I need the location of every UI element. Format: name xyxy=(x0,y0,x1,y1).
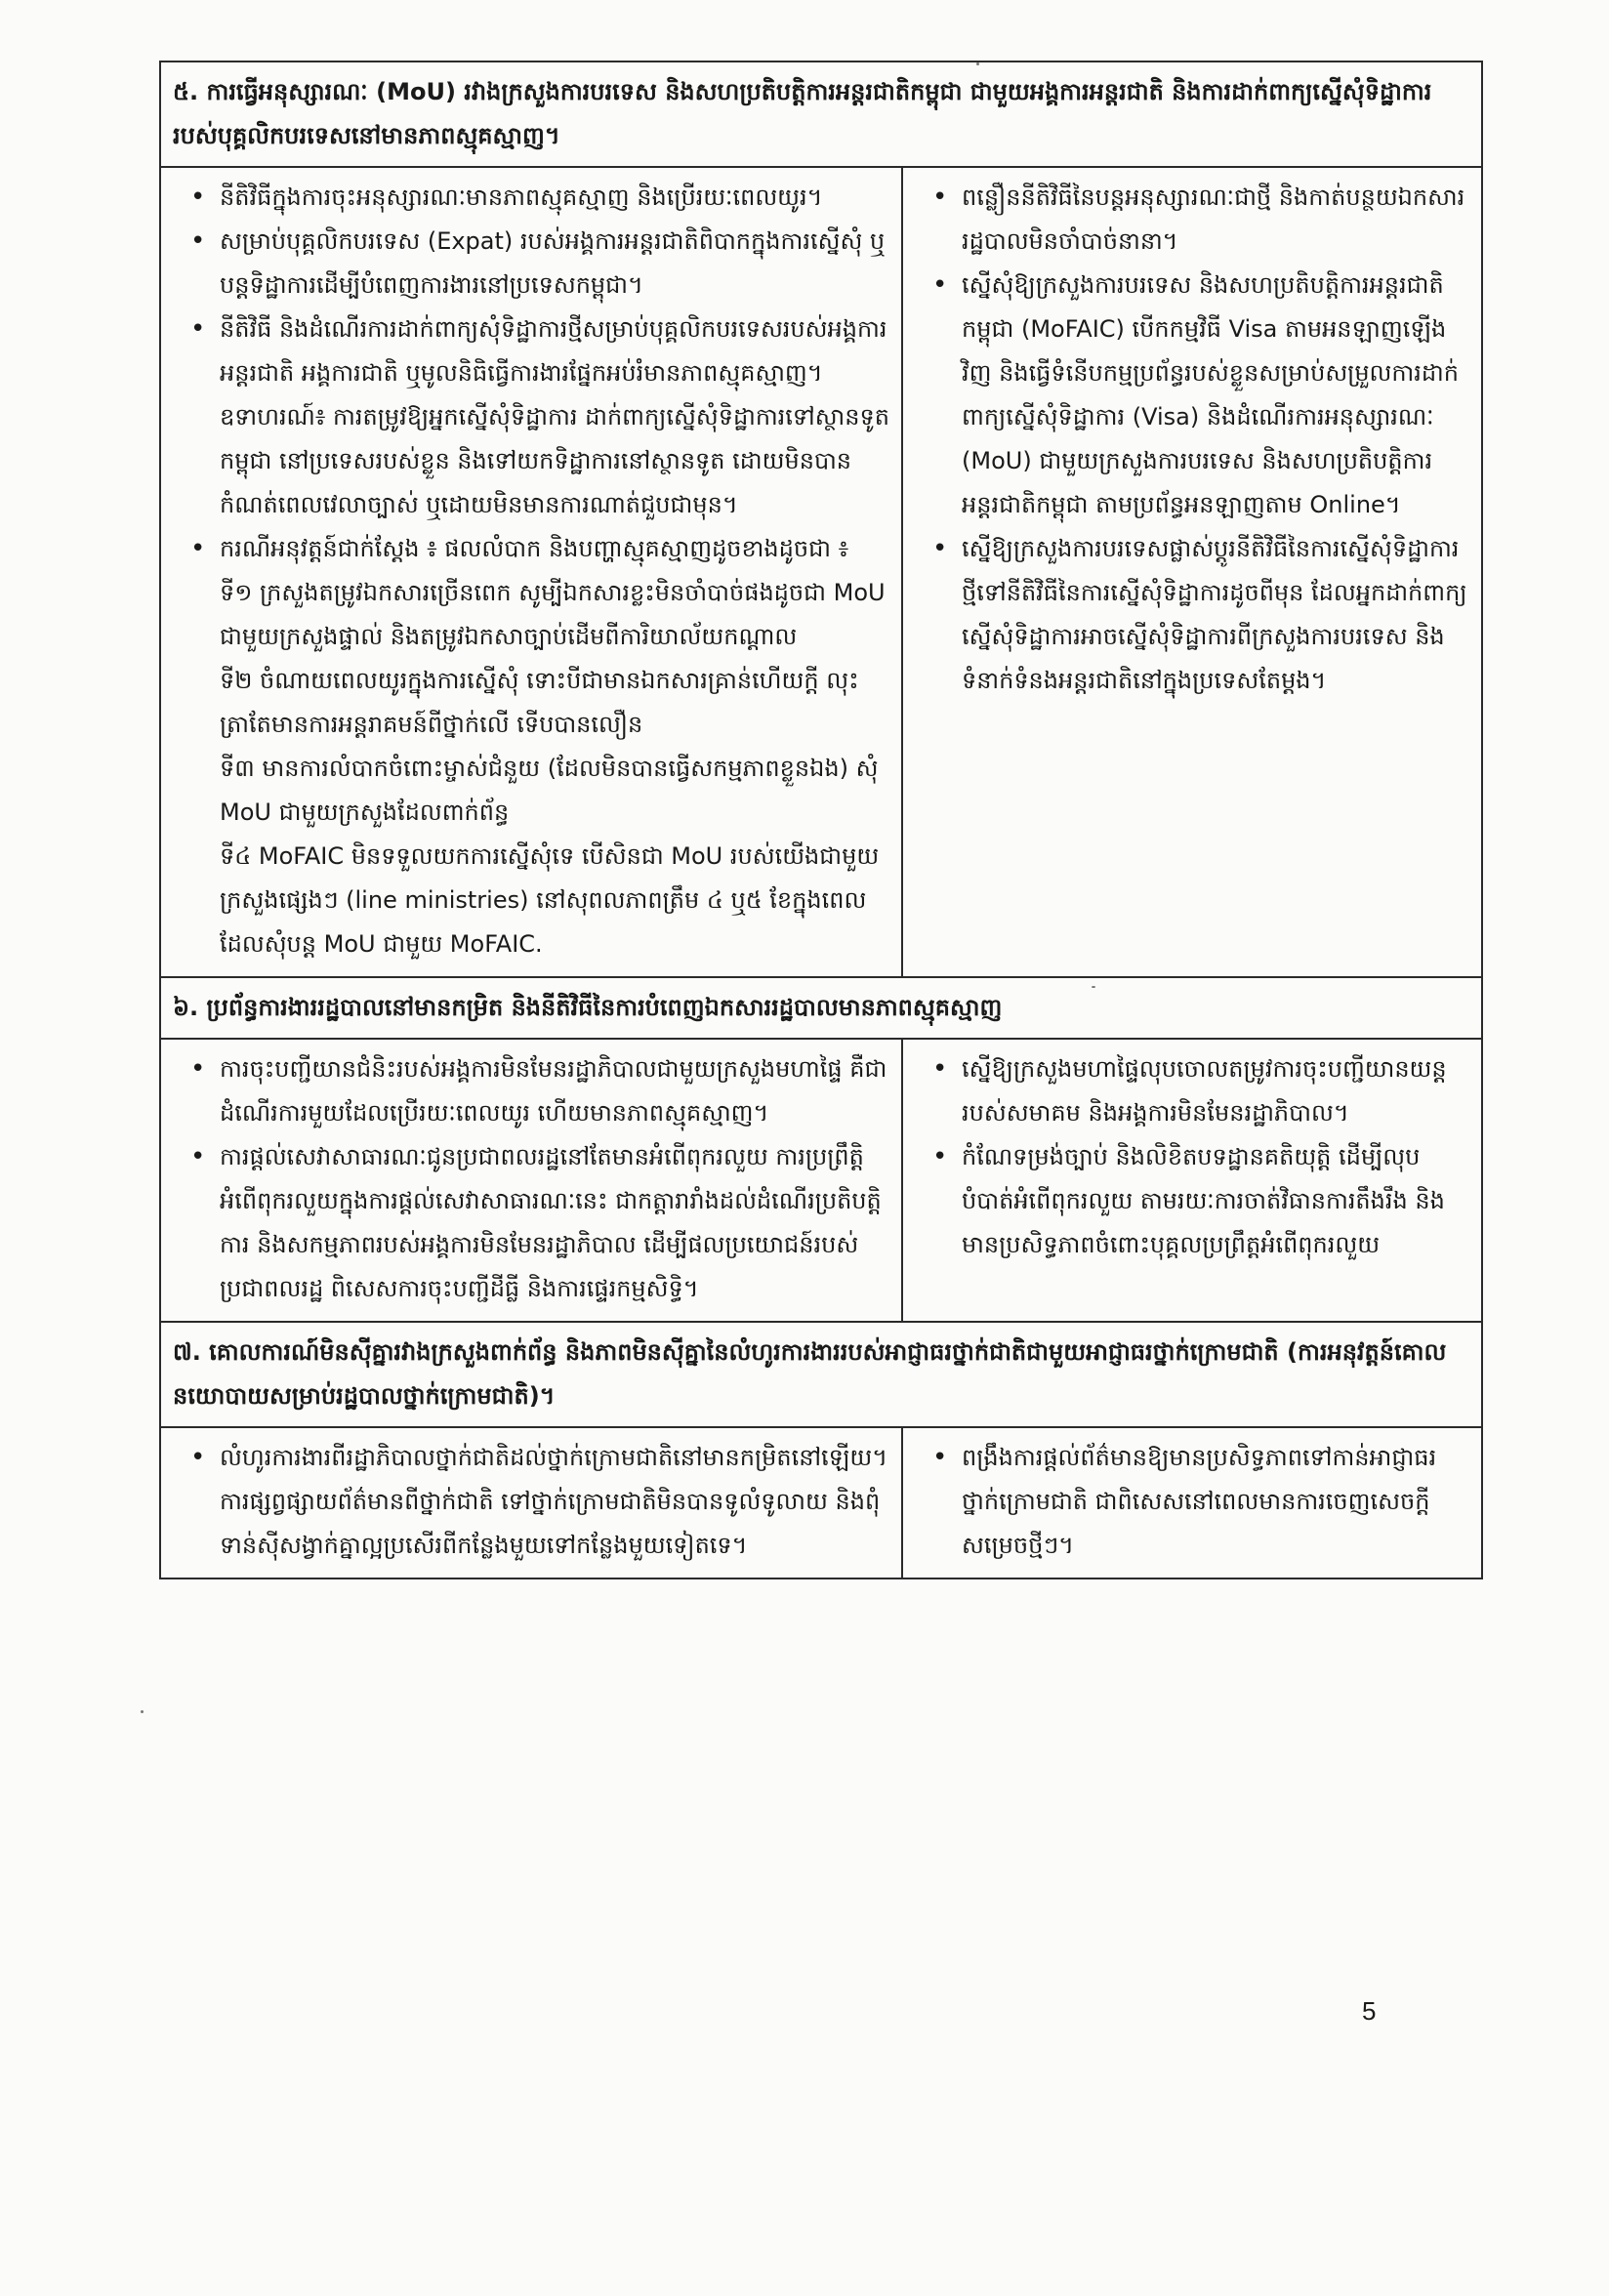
list-item: • កំណែទម្រង់ច្បាប់ និងលិខិតបទដ្ឋានគតិយុត្តិ ដើម្បីលុបបំបាត់អំពើពុករលួយ តាមរយៈការចាត់វិធានការតឹងរឹង និងមានប្រសិទ្ធភាពចំពោះបុគ្គលប្រព្រឹត្តអំពើពុករលួយ xyxy=(913,1135,1469,1267)
list-item: • ស្នើឱ្យក្រសួងការបរទេសផ្លាស់ប្តូរនីតិវិធីនៃការស្នើសុំទិដ្ឋាការថ្មីទៅនីតិវិធីនៃការស្នើសុំទិដ្ឋាការដូចពីមុន ដែលអ្នកដាក់ពាក្យស្នើសុំទិដ្ឋាការអាចស្នើសុំទិដ្ឋាការពីក្រសួងការបរទេស និងទំនាក់ទំនងអន្តរជាតិនៅក្នុងប្រទេសតែម្តង។ xyxy=(913,527,1469,703)
sub-item-4: ទី៤ MoFAIC មិនទទួលយកការស្នើសុំទេ បើសិនជា MoU របស់យើងជាមួយក្រសួងផ្សេងៗ (line ministries) នៅសុពលភាពត្រឹម ៤ ឬ៥ ខែក្នុងពេលដែលសុំបន្ត MoU ជាមួយ MoFAIC. xyxy=(220,842,880,958)
scan-speck xyxy=(976,62,979,65)
list-item: • នីតិវិធី និងដំណើរការដាក់ពាក្យសុំទិដ្ឋាការថ្មីសម្រាប់បុគ្គលិកបរទេសរបស់អង្គការអន្តរជាតិ អង្គការជាតិ ឬមូលនិធិធ្វើការងារផ្នែកអប់រំមានភាពស្មុគស្មាញ។ ឧទាហរណ៍៖ ការតម្រូវឱ្យអ្នកស្នើសុំទិដ្ឋាការ ដាក់ពាក្យស្នើសុំទិដ្ឋាការទៅស្ថានទូតកម្ពុជា នៅប្រទេសរបស់ខ្លួន និងទៅយកទិដ្ឋាការនៅស្ថានទូត ដោយមិនបានកំណត់ពេលវេលាច្បាស់ ឬដោយមិនមានការណាត់ជួបជាមុន។ xyxy=(171,308,889,527)
section-7-content-row xyxy=(160,1427,1482,1578)
section-5-issues-list xyxy=(171,176,889,966)
section-7-issues-list xyxy=(171,1436,889,1568)
section-7-title: ៧. គោលការណ៍មិនស៊ីគ្នារវាងក្រសួងពាក់ព័ន្ធ និងភាពមិនស៊ីគ្នានៃលំហូរការងាររបស់អាជ្ញាធរថ្នាក់ជាតិជាមួយអាជ្ញាធរថ្នាក់ក្រោមជាតិ (ការអនុវត្តន៍គោលនយោបាយសម្រាប់រដ្ឋបាលថ្នាក់ក្រោមជាតិ)។ xyxy=(160,1322,1482,1427)
section-6-content-row xyxy=(160,1039,1482,1322)
section-5-recommendations-cell xyxy=(902,167,1482,977)
recommendation-table xyxy=(159,61,1483,1579)
section-6-title: ៦. ប្រព័ន្ធការងាររដ្ឋបាលនៅមានកម្រិត និងនីតិវិធីនៃការបំពេញឯកសាររដ្ឋបាលមានភាពស្មុគស្មាញ xyxy=(160,977,1482,1039)
list-item: • ការចុះបញ្ជីយានជំនិះរបស់អង្គការមិនមែនរដ្ឋាភិបាលជាមួយក្រសួងមហាផ្ទៃ គឺជាដំណើរការមួយដែលប្រើរយៈពេលយូរ ហើយមានភាពស្មុគស្មាញ។ xyxy=(171,1047,889,1135)
section-6-recommendations-cell xyxy=(902,1039,1482,1322)
sub-item-1: ទី១ ក្រសួងតម្រូវឯកសារច្រើនពេក សូម្បីឯកសារខ្លះមិនចាំបាច់ផងដូចជា MoU ជាមួយក្រសួងផ្ទាល់ និងតម្រូវឯកសាច្បាប់ដើមពីការិយាល័យកណ្តាល xyxy=(220,579,886,650)
list-item: • ពន្លឿននីតិវិធីនៃបន្តអនុស្សារណៈជាថ្មី និងកាត់បន្ថយឯកសាររដ្ឋបាលមិនចាំបាច់នានា។ xyxy=(913,176,1469,264)
section-7-recommendations-cell xyxy=(902,1427,1482,1578)
section-6-recommendations-list xyxy=(913,1047,1469,1267)
list-item: • ស្នើសុំឱ្យក្រសួងការបរទេស និងសហប្រតិបត្តិការអន្តរជាតិកម្ពុជា (MoFAIC) បើកកម្មវិធី Visa តាមអនឡាញឡើងវិញ និងធ្វើទំនើបកម្មប្រព័ន្ធរបស់ខ្លួនសម្រាប់សម្រួលការដាក់ពាក្យស្នើសុំទិដ្ឋាការ (Visa) និងដំណើរការអនុស្សារណៈ (MoU) ជាមួយក្រសួងការបរទេស និងសហប្រតិបត្តិការអន្តរជាតិកម្ពុជា តាមប្រព័ន្ធអនឡាញតាម Online។ xyxy=(913,264,1469,527)
section-5-recommendations-list xyxy=(913,176,1469,703)
section-6-issues-cell xyxy=(160,1039,902,1322)
sub-item-3: ទី៣ មានការលំបាកចំពោះម្ចាស់ជំនួយ (ដែលមិនបានធ្វើសកម្មភាពខ្លួនឯង) សុំ MoU ជាមួយក្រសួងដែលពាក់ព័ន្ធ xyxy=(220,755,879,826)
scan-speck xyxy=(141,1710,144,1713)
sub-item-2: ទី២ ចំណាយពេលយូរក្នុងការស្នើសុំ ទោះបីជាមានឯកសារគ្រាន់ហើយក្តី លុះត្រាតែមានការអន្តរាគមន៍ពីថ្នាក់លើ ទើបបានលឿន xyxy=(220,667,859,738)
section-7-recommendations-list xyxy=(913,1436,1469,1568)
document-table-wrapper xyxy=(159,61,1481,1579)
scan-speck xyxy=(1092,986,1095,988)
section-5-content-row xyxy=(160,167,1482,977)
page-number: 5 xyxy=(1362,1996,1377,2026)
section-7-issues-cell xyxy=(160,1427,902,1578)
section-7-header-row xyxy=(160,1322,1482,1427)
list-item: • នីតិវិធីក្នុងការចុះអនុស្សារណៈមានភាពស្មុគស្មាញ និងប្រើរយៈពេលយូរ។ xyxy=(171,176,889,220)
list-item: • លំហូរការងារពីរដ្ឋាភិបាលថ្នាក់ជាតិដល់ថ្នាក់ក្រោមជាតិនៅមានកម្រិតនៅឡើយ។ ការផ្សព្វផ្សាយព័ត៌មានពីថ្នាក់ជាតិ ទៅថ្នាក់ក្រោមជាតិមិនបានទូលំទូលាយ និងពុំទាន់ស៊ីសង្វាក់គ្នាល្អប្រសើរពីកន្លែងមួយទៅកន្លែងមួយទៀតទេ។ xyxy=(171,1436,889,1568)
section-5-title: ៥. ការធ្វើអនុស្សារណៈ (MoU) រវាងក្រសួងការបរទេស និងសហប្រតិបត្តិការអន្តរជាតិកម្ពុជា ជាមួយអង្គការអន្តរជាតិ និងការដាក់ពាក្យស្នើសុំទិដ្ឋាការរបស់បុគ្គលិកបរទេសនៅមានភាពស្មុគស្មាញ។ xyxy=(160,62,1482,167)
list-item-text: ករណីអនុវត្តន៍ជាក់ស្តែង ៖ ផលលំបាក និងបញ្ហាស្មុគស្មាញដូចខាងដូចជា ៖ xyxy=(220,535,849,562)
list-item: • ស្នើឱ្យក្រសួងមហាផ្ទៃលុបចោលតម្រូវការចុះបញ្ជីយានយន្តរបស់សមាគម និងអង្គការមិនមែនរដ្ឋាភិបាល។ xyxy=(913,1047,1469,1135)
list-item: • ពង្រឹងការផ្តល់ព័ត៌មានឱ្យមានប្រសិទ្ធភាពទៅកាន់អាជ្ញាធរថ្នាក់ក្រោមជាតិ ជាពិសេសនៅពេលមានការចេញសេចក្តីសម្រេចថ្មីៗ។ xyxy=(913,1436,1469,1568)
section-6-header-row xyxy=(160,977,1482,1039)
list-item: • ការផ្តល់សេវាសាធារណៈជូនប្រជាពលរដ្ឋនៅតែមានអំពើពុករលួយ ការប្រព្រឹត្តិអំពើពុករលួយក្នុងការផ្តល់សេវាសាធារណៈនេះ ជាកត្តារារាំងដល់ដំណើរប្រតិបត្តិការ និងសកម្មភាពរបស់អង្គការមិនមែនរដ្ឋាភិបាល ដើម្បីផលប្រយោជន៍របស់ប្រជាពលរដ្ឋ ពិសេសការចុះបញ្ជីដីធ្លី និងការផ្ទេរកម្មសិទ្ធិ។ xyxy=(171,1135,889,1311)
list-item: • សម្រាប់បុគ្គលិកបរទេស (Expat) របស់អង្គការអន្តរជាតិពិបាកក្នុងការស្នើសុំ ឬបន្តទិដ្ឋាការដើម្បីបំពេញការងារនៅប្រទេសកម្ពុជា។ xyxy=(171,220,889,308)
list-item xyxy=(171,527,889,966)
section-5-issues-cell xyxy=(160,167,902,977)
section-6-issues-list xyxy=(171,1047,889,1311)
section-5-header-row xyxy=(160,62,1482,167)
